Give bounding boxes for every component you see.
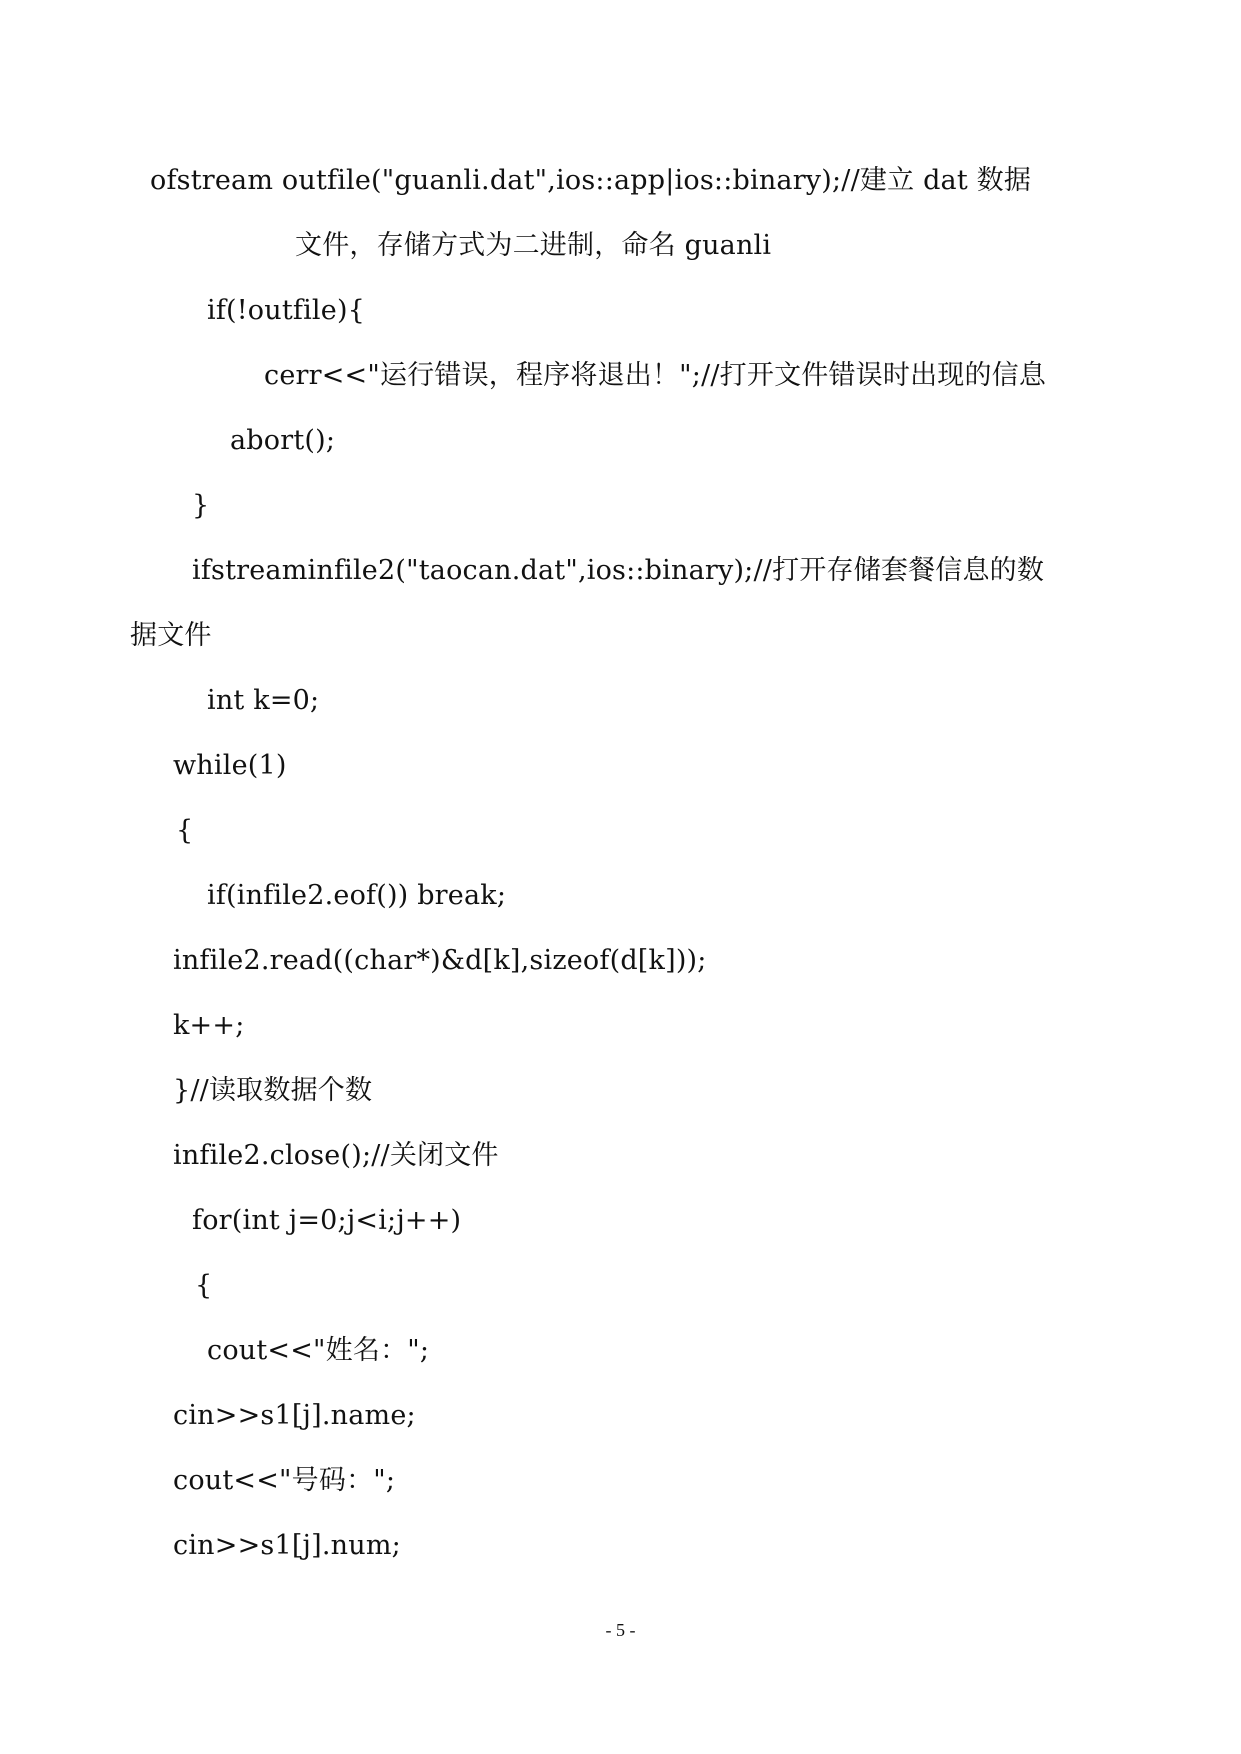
code-line: while(1) [173,750,287,781]
code-line: cout<<"姓名："; [207,1335,430,1366]
code-line: { [195,1270,213,1301]
code-line: k++; [173,1010,245,1041]
code-line: int k=0; [207,685,320,716]
code-line: cin>>s1[j].num; [173,1530,401,1561]
code-line: if(!outfile){ [207,295,366,326]
code-line: ofstream outfile("guanli.dat",ios::app|ios::binary);//建立 dat 数据 [150,165,1032,196]
code-line: }//读取数据个数 [173,1075,373,1106]
code-line: 据文件 [130,620,212,651]
code-line: infile2.read((char*)&d[k],sizeof(d[k])); [173,945,707,976]
code-line: infile2.close();//关闭文件 [173,1140,499,1171]
code-line: 文件，存储方式为二进制，命名 guanli [295,230,772,261]
code-line: { [176,815,194,846]
code-line: cout<<"号码："; [173,1465,396,1496]
code-line: if(infile2.eof()) break; [207,880,507,911]
code-line: ifstreaminfile2("taocan.dat",ios::binary);//打开存储套餐信息的数 [192,555,1045,586]
code-line: abort(); [230,425,336,456]
code-line: cin>>s1[j].name; [173,1400,416,1431]
page-number: - 5 - [605,1620,636,1640]
code-line: for(int j=0;j<i;j++) [192,1205,462,1236]
code-line: cerr<<"运行错误，程序将退出！";//打开文件错误时出现的信息 [264,360,1047,391]
code-line: } [192,490,210,521]
